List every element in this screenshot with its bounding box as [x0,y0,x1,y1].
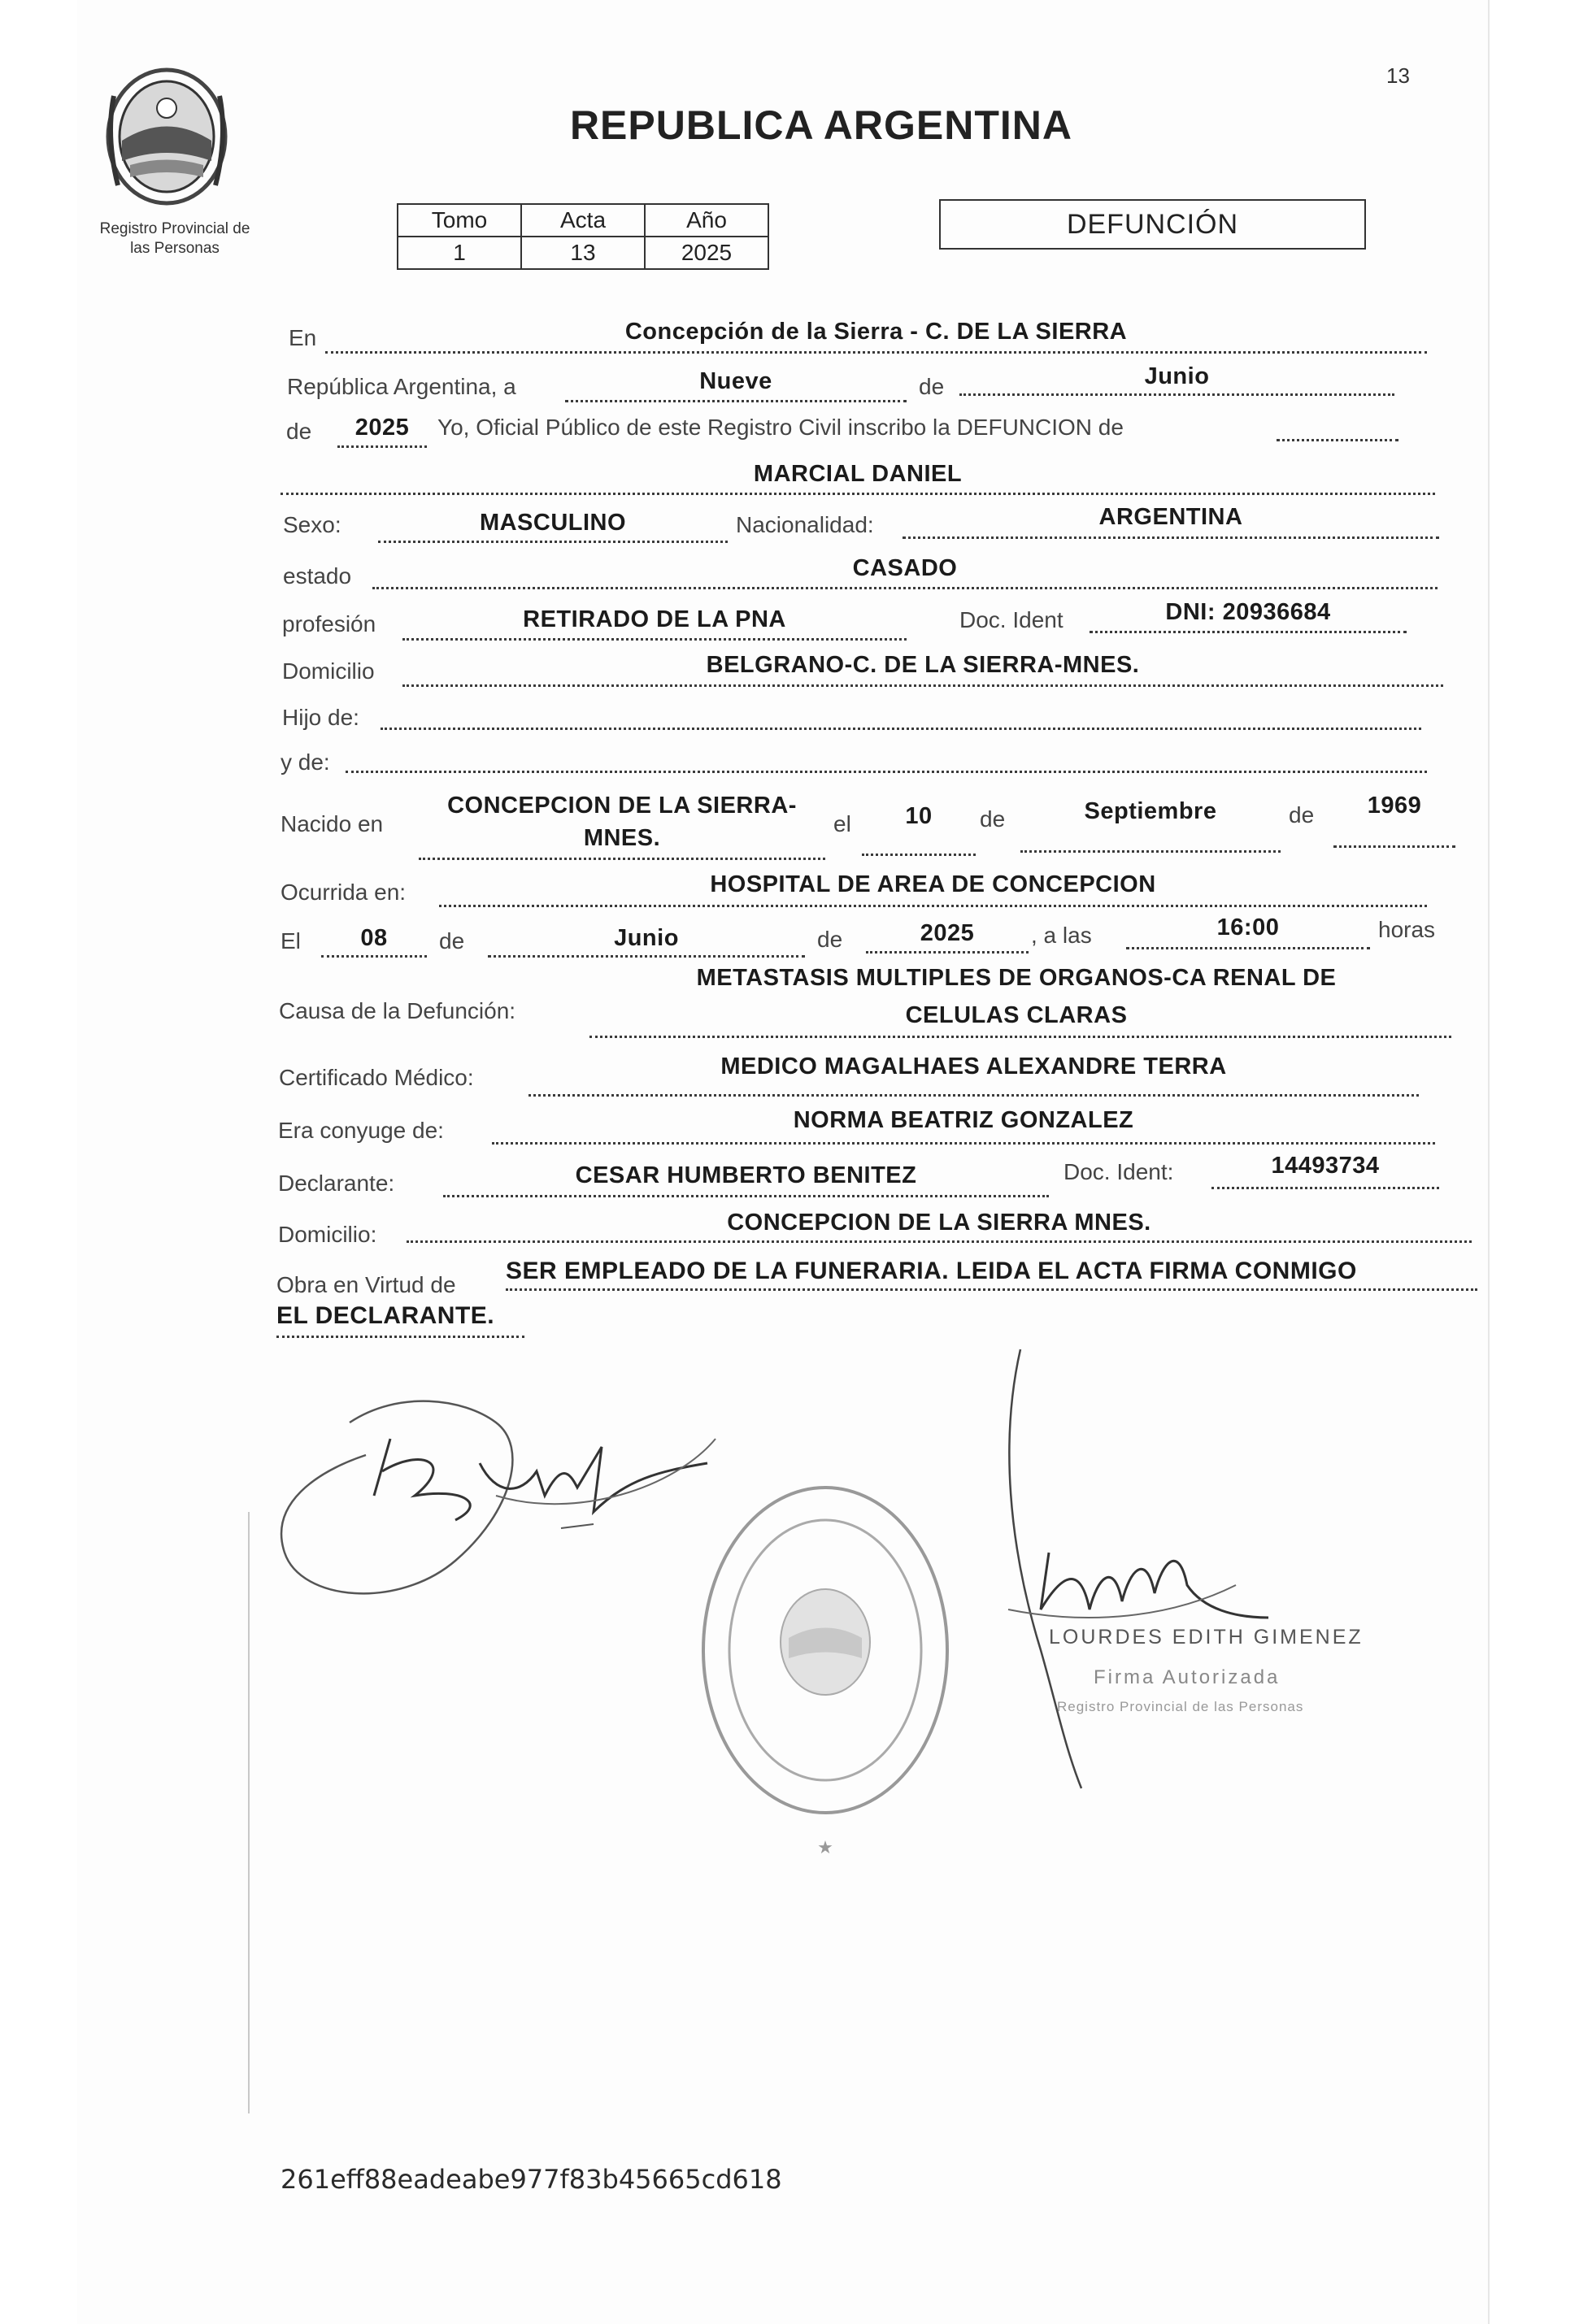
en-label: En [289,325,317,350]
doc-ident-label: Doc. Ident [959,607,1064,632]
acta-value: 13 [521,237,645,269]
domicilio-value: BELGRANO-C. DE LA SIERRA-MNES. [706,652,1140,678]
provincial-crest-icon [98,63,236,210]
mes-value: Junio [1144,363,1210,389]
conyuge-label: Era conyuge de: [278,1118,444,1143]
official-seal-icon [675,1455,968,1861]
nacido-dia-value: 10 [905,803,933,829]
y-de-label: y de: [281,749,330,775]
causa-value-line1: METASTASIS MULTIPLES DE ORGANOS-CA RENAL DE [696,965,1337,991]
certificado-label: Certificado Médico: [279,1065,474,1090]
domicilio-label: Domicilio [282,658,375,684]
registry-caption [57,219,293,258]
record-table-value-row [398,237,768,269]
doc-declarante-line [1211,1187,1439,1189]
record-type-box: DEFUNCIÓN [939,199,1366,250]
tomo-header: Tomo [398,204,521,237]
nacido-de1-label: de [980,806,1006,832]
fecha-dia-value: 08 [360,925,388,951]
conyuge-value: NORMA BEATRIZ GONZALEZ [793,1107,1134,1133]
nacionalidad-value: ARGENTINA [1098,504,1243,530]
fecha-mes-line [488,955,805,958]
record-table-header-row [398,204,768,237]
ocurrida-en-value: HOSPITAL DE AREA DE CONCEPCION [710,871,1156,897]
profesion-value: RETIRADO DE LA PNA [523,606,786,632]
fecha-el-label: El [281,928,301,953]
nacido-anio-line [1333,845,1455,848]
dia-texto-value: Nueve [699,368,772,394]
republica-label: República Argentina, a [287,374,516,399]
de-mes-label: de [919,374,945,399]
de-anio-label: de [286,419,312,444]
mes-line [959,393,1394,396]
doc-declarante-label: Doc. Ident: [1064,1159,1174,1184]
nombre-line [281,493,1435,495]
registry-caption-line2: las Personas [130,240,220,257]
ocurrida-en-line [439,905,1427,907]
nacido-en-value-line2: MNES. [583,825,661,851]
hijo-de-line [381,728,1421,730]
dia-line [565,400,907,402]
causa-label: Causa de la Defunción: [279,998,516,1023]
page-title: REPUBLICA ARGENTINA [569,102,1073,148]
nacionalidad-line [903,536,1439,539]
obra-en-virtud-value-line1: SER EMPLEADO DE LA FUNERARIA. LEIDA EL ACTA FIRMA CONMIGO [506,1258,1357,1284]
declarante-value: CESAR HUMBERTO BENITEZ [575,1162,917,1188]
fecha-dia-line [321,955,427,958]
causa-value-line2: CELULAS CLARAS [905,1002,1128,1028]
hijo-de-label: Hijo de: [282,705,359,730]
declarante-label: Declarante: [278,1171,395,1196]
domicilio-declarante-line [407,1240,1472,1243]
page-number: 13 [1386,63,1410,88]
seal-org: Registro Provincial de las Personas [1057,1699,1304,1714]
doc-ident-value: DNI: 20936684 [1165,599,1331,625]
causa-line [589,1036,1451,1038]
declarante-line [443,1195,1049,1197]
estado-label: estado [283,563,352,589]
fecha-mes-value: Junio [614,925,679,951]
anio-value: 2025 [645,237,768,269]
nombre-value: MARCIAL DANIEL [753,461,963,487]
nacido-en-value-line1: CONCEPCION DE LA SIERRA- [447,793,797,819]
doc-declarante-value: 14493734 [1271,1153,1380,1179]
declaracion-text: Yo, Oficial Público de este Registro Civil inscribo la DEFUNCION de [437,415,1124,440]
fecha-de2-label: de [817,927,843,952]
nacido-en-line [419,858,825,860]
profesion-label: profesión [282,611,376,636]
seal-name: LOURDES EDITH GIMENEZ [1049,1626,1364,1649]
nacido-en-label: Nacido en [281,811,384,836]
acta-header: Acta [521,204,645,237]
obra-en-virtud-line2 [276,1336,524,1338]
en-line [325,351,1427,354]
estado-value: CASADO [852,555,958,581]
sexo-label: Sexo: [283,512,341,537]
sexo-value: MASCULINO [479,510,627,536]
fecha-anio-value: 2025 [920,920,975,946]
horas-label: horas [1378,917,1436,942]
registry-caption-line1: Registro Provincial de [99,220,250,237]
ocurrida-en-label: Ocurrida en: [281,880,407,905]
nacionalidad-label: Nacionalidad: [736,512,874,537]
margin-line [248,1512,250,2113]
y-de-line [346,771,1427,773]
seal-role: Firma Autorizada [1094,1666,1281,1688]
anio-line [337,445,427,448]
doc-ident-line [1090,631,1407,633]
record-table [397,203,769,270]
conyuge-line [492,1142,1435,1145]
nacido-de2-label: de [1289,802,1315,828]
tomo-value: 1 [398,237,521,269]
domicilio-declarante-value: CONCEPCION DE LA SIERRA MNES. [727,1210,1151,1236]
anio-value: 2025 [355,415,410,441]
sexo-line [378,541,728,543]
hora-value: 16:00 [1216,914,1280,940]
nacido-dia-line [862,854,976,856]
domicilio-declarante-label: Domicilio: [278,1222,377,1247]
document-hash: 261eff88eadeabe977f83b45665cd618 [281,2164,782,2195]
svg-text:★: ★ [817,1838,833,1858]
en-value: Concepción de la Sierra - C. DE LA SIERRA [624,319,1128,345]
domicilio-line [402,684,1443,687]
fecha-anio-line [866,951,1029,953]
nacido-el-label: el [833,811,851,836]
nacido-mes-line [1020,850,1281,853]
nacido-mes-value: Septiembre [1084,798,1217,824]
nacido-anio-value: 1969 [1367,793,1422,819]
certificado-line [528,1094,1419,1097]
a-las-label: , a las [1031,923,1092,948]
obra-en-virtud-value-line2: EL DECLARANTE. [276,1302,495,1329]
official-signature [992,1341,1333,1796]
obra-en-virtud-label: Obra en Virtud de [276,1272,456,1297]
estado-line [372,587,1438,589]
declaracion-line [1277,439,1398,441]
fecha-de1-label: de [439,928,465,953]
obra-en-virtud-line1 [506,1288,1477,1291]
certificado-value: MEDICO MAGALHAES ALEXANDRE TERRA [720,1053,1227,1079]
hora-line [1126,947,1370,949]
anio-header: Año [645,204,768,237]
declarant-signature [252,1374,732,1618]
profesion-line [402,638,907,641]
